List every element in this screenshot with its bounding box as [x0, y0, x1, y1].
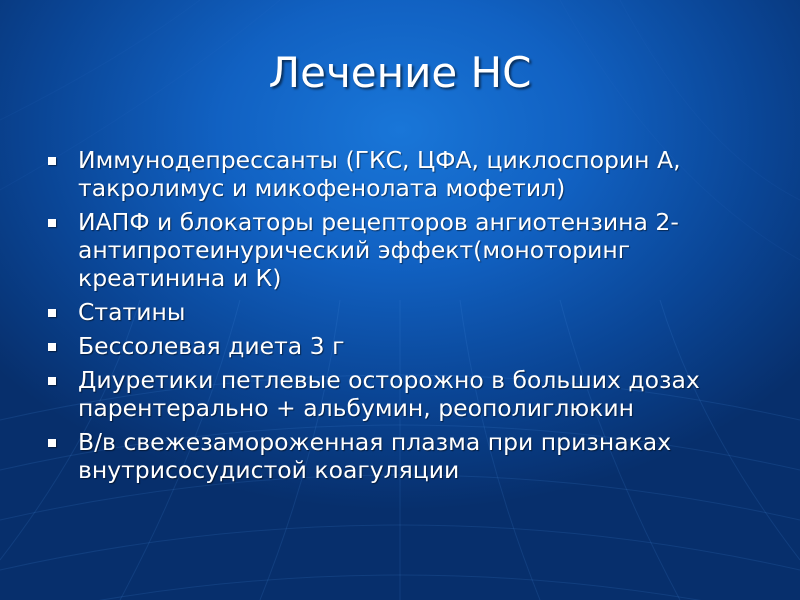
- bullet-list: [46, 146, 766, 490]
- bullet-item-fresh-frozen-plasma: [46, 428, 766, 484]
- bullet-text: ИАПФ и блокаторы рецепторов ангиотензина 2- антипротеинурический эффект(моноторинг креатинина и К): [78, 208, 679, 292]
- bullet-text: Статины: [78, 298, 186, 326]
- bullet-text: В/в свежезамороженная плазма при признаках внутрисосудистой коагуляции: [78, 428, 672, 484]
- bullet-item-statins: [46, 298, 766, 326]
- square-bullet-icon: [48, 343, 56, 351]
- square-bullet-icon: [48, 377, 56, 385]
- square-bullet-icon: [48, 439, 56, 447]
- bullet-item-loop-diuretics: [46, 366, 766, 422]
- square-bullet-icon: [48, 219, 56, 227]
- bullet-item-salt-free-diet: [46, 332, 766, 360]
- bullet-item-immunosuppressants: [46, 146, 766, 202]
- bullet-text: Диуретики петлевые осторожно в больших дозах парентерально + альбумин, реополиглюкин: [78, 366, 700, 422]
- bullet-item-acei-arb: [46, 208, 766, 292]
- bullet-text: Иммунодепрессанты (ГКС, ЦФА, циклоспорин А, такролимус и микофенолата мофетил): [78, 146, 681, 202]
- slide-title: Лечение НС: [268, 48, 532, 97]
- square-bullet-icon: [48, 157, 56, 165]
- bullet-text: Бессолевая диета 3 г: [78, 332, 345, 360]
- square-bullet-icon: [48, 309, 56, 317]
